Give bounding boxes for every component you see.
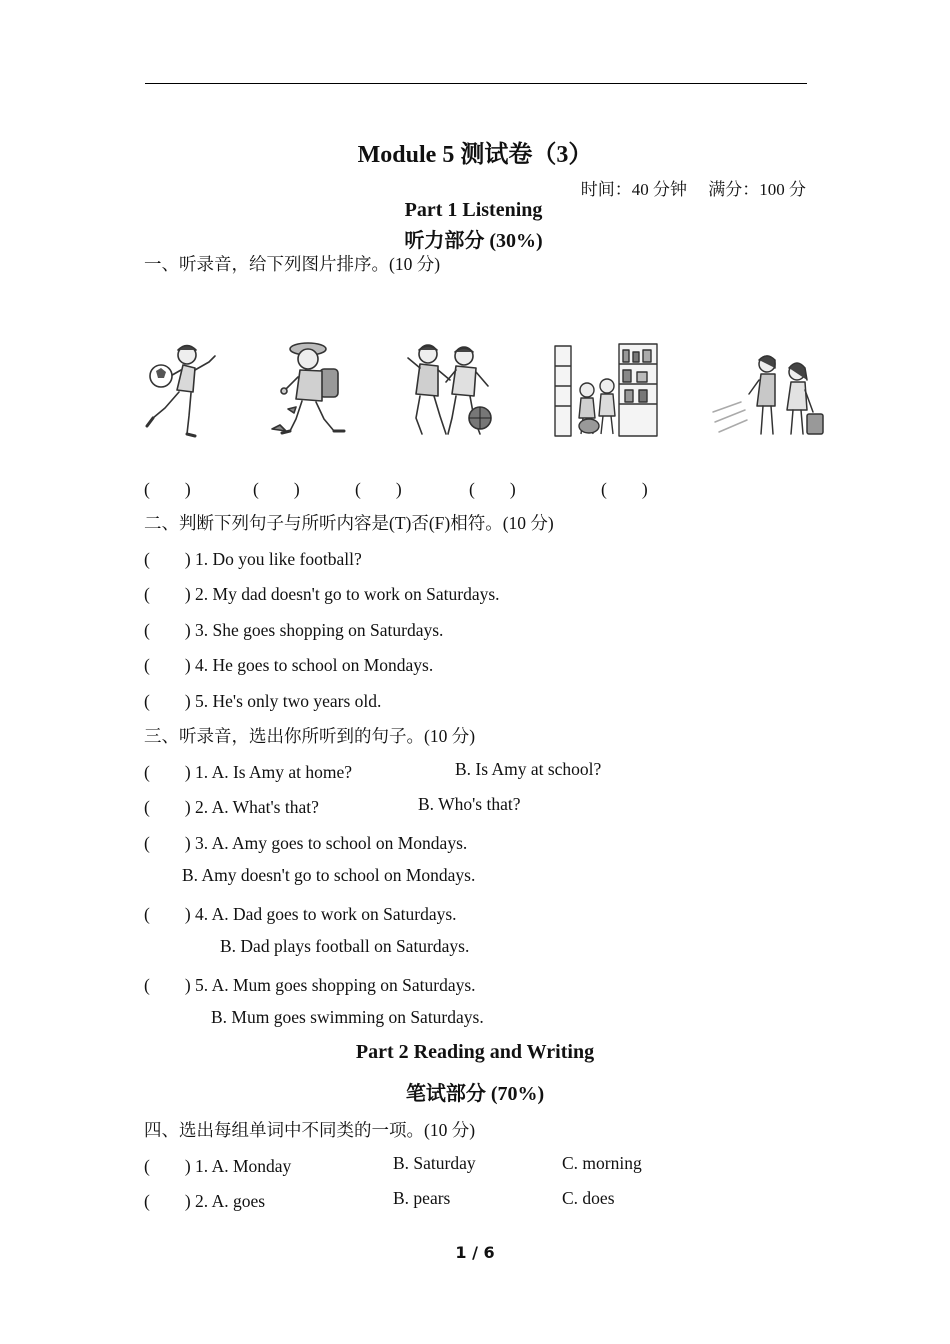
section2-heading: 二、判断下列句子与所听内容是(T)否(F)相符。(10 分): [144, 513, 554, 533]
page-title: Module 5 测试卷（3）: [357, 142, 593, 168]
section2-item: ( ) 5. He's only two years old.: [144, 691, 382, 711]
section4-q1-option-b: B. Saturday: [393, 1153, 476, 1173]
section3-q1-option-b: B. Is Amy at school?: [455, 759, 602, 779]
part2-title-en: Part 2 Reading and Writing: [355, 1041, 595, 1063]
part1-title-cn: 听力部分 (30%): [404, 230, 543, 252]
picture-5-answer-blank[interactable]: ( ): [601, 479, 648, 499]
section2-item: ( ) 4. He goes to school on Mondays.: [144, 655, 434, 675]
section4-heading: 四、选出每组单词中不同类的一项。(10 分): [144, 1120, 476, 1140]
part1-title-en: Part 1 Listening: [404, 199, 543, 221]
section3-q3-option-a: ( ) 3. A. Amy goes to school on Mondays.: [144, 833, 468, 853]
section3-q2-option-a: ( ) 2. A. What's that?: [144, 797, 319, 817]
boys-basketball-picture: [402, 338, 500, 442]
section3-q5-option-a: ( ) 5. A. Mum goes shopping on Saturdays.: [144, 975, 476, 995]
section4-q2-option-c: C. does: [562, 1188, 615, 1208]
section2-item: ( ) 1. Do you like football?: [144, 549, 362, 569]
section2-item: ( ) 2. My dad doesn't go to work on Saturdays.: [144, 584, 500, 604]
picture-4-answer-blank[interactable]: ( ): [469, 479, 516, 499]
section3-q1-option-a: ( ) 1. A. Is Amy at home?: [144, 762, 353, 782]
section3-q4-option-a: ( ) 4. A. Dad goes to work on Saturdays.: [144, 904, 457, 924]
children-shopping-picture: [553, 338, 659, 442]
section4-q2-option-b: B. pears: [393, 1188, 451, 1208]
section3-heading: 三、听录音，选出你所听到的句子。(10 分): [144, 726, 476, 746]
picture-1-answer-blank[interactable]: ( ): [144, 479, 191, 499]
section2-item: ( ) 3. She goes shopping on Saturdays.: [144, 620, 444, 640]
woman-and-girl-picture: [711, 350, 827, 444]
picture-2-answer-blank[interactable]: ( ): [253, 479, 300, 499]
section3-q5-option-b: B. Mum goes swimming on Saturdays.: [211, 1007, 484, 1027]
boy-playing-football-picture: [143, 338, 223, 442]
time-score-info: 时间：40 分钟 满分：100 分: [580, 180, 806, 199]
part2-title-cn: 笔试部分 (70%): [405, 1083, 545, 1105]
page-number: 1 / 6: [455, 1243, 495, 1262]
section4-q1-option-c: C. morning: [562, 1153, 642, 1173]
boy-with-backpack-picture: [268, 337, 354, 441]
section4-q2-option-a: ( ) 2. A. goes: [144, 1191, 266, 1211]
section1-heading: 一、听录音，给下列图片排序。(10 分): [144, 254, 441, 274]
picture-3-answer-blank[interactable]: ( ): [355, 479, 402, 499]
header-rule: [145, 83, 807, 84]
section3-q4-option-b: B. Dad plays football on Saturdays.: [220, 936, 470, 956]
section4-q1-option-a: ( ) 1. A. Monday: [144, 1156, 292, 1176]
section3-q3-option-b: B. Amy doesn't go to school on Mondays.: [182, 865, 476, 885]
section3-q2-option-b: B. Who's that?: [418, 794, 521, 814]
